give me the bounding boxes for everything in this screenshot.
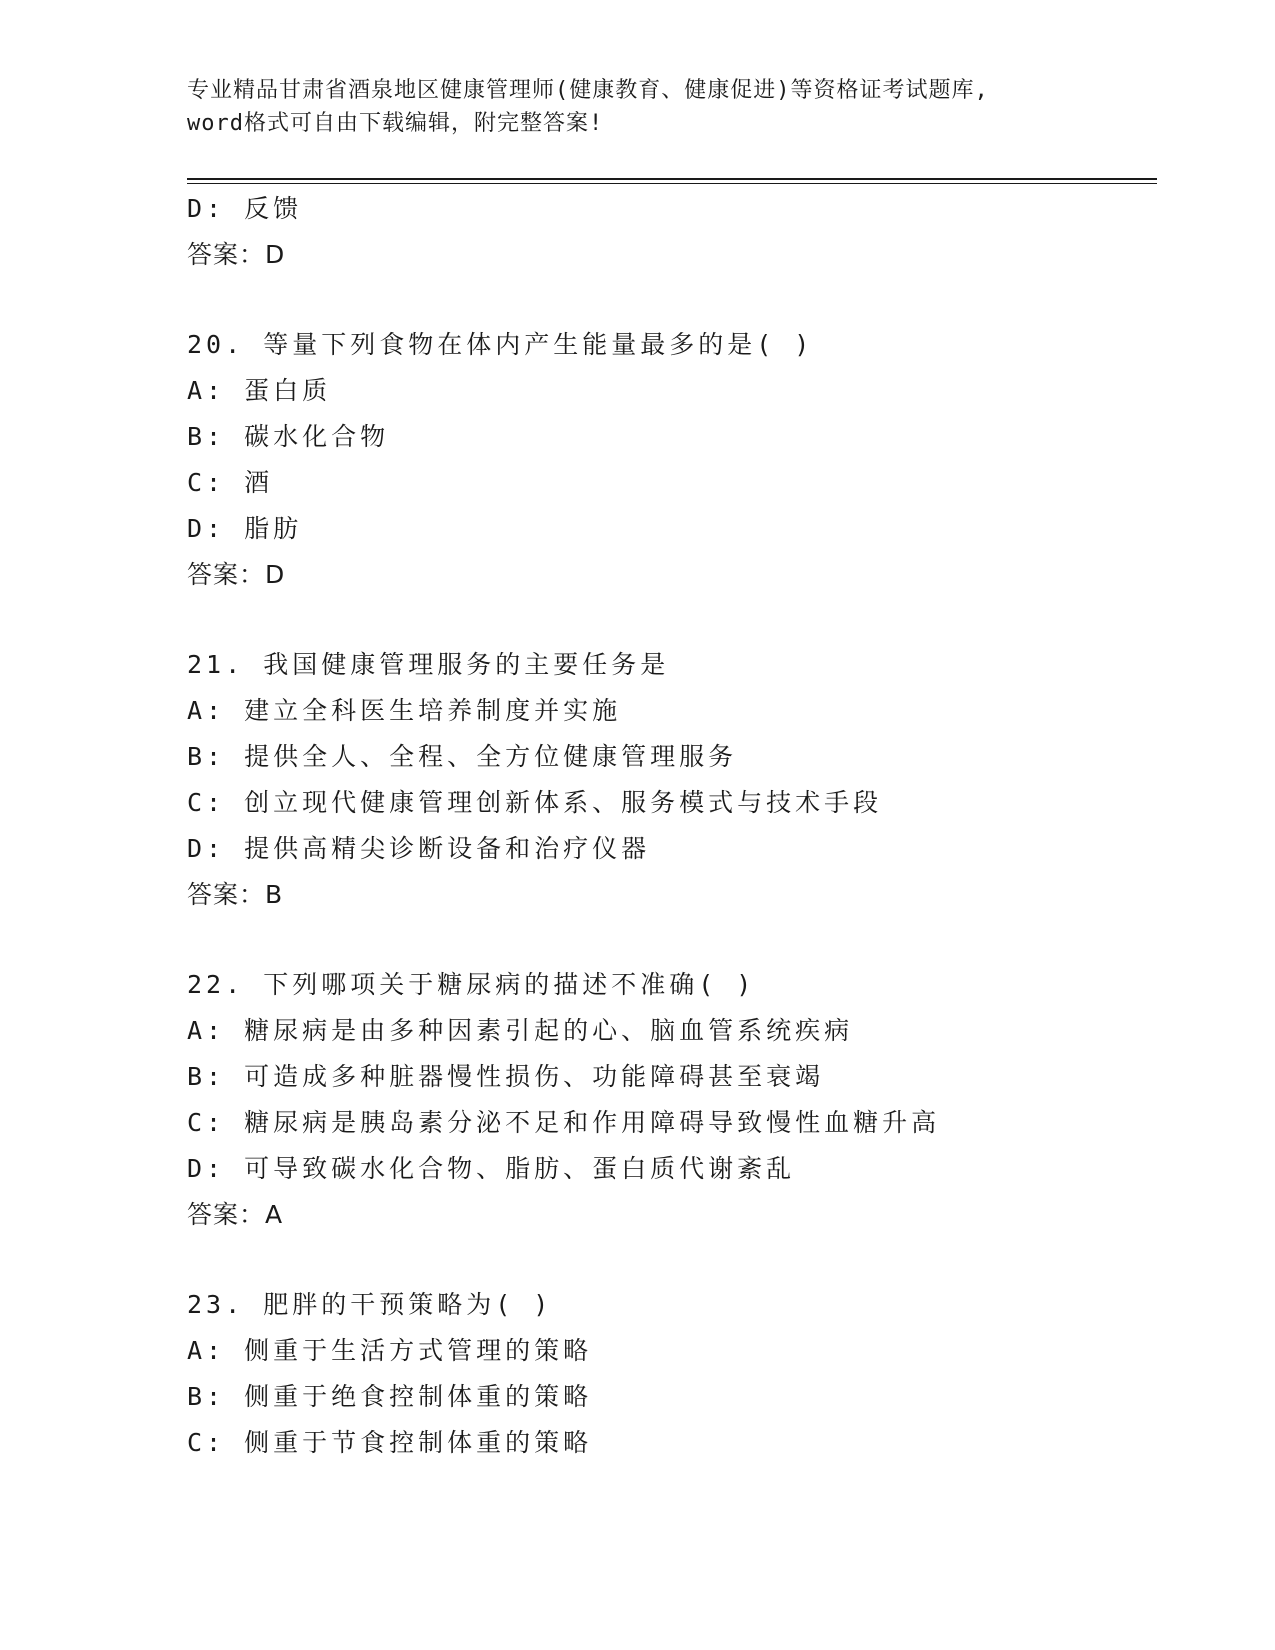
option-c: C: 酒 xyxy=(187,468,274,497)
option-b: B: 碳水化合物 xyxy=(187,422,390,451)
prev-answer: 答案：D xyxy=(187,240,286,269)
option-d: D: 提供高精尖诊断设备和治疗仪器 xyxy=(187,834,651,863)
spacer xyxy=(187,918,1187,962)
header-rule-thin xyxy=(187,183,1157,184)
question-stem: 21. 我国健康管理服务的主要任务是 xyxy=(187,650,670,679)
spacer xyxy=(187,278,1187,322)
option-b: B: 提供全人、全程、全方位健康管理服务 xyxy=(187,742,738,771)
question-21 xyxy=(187,642,1187,918)
question-stem: 23. 肥胖的干预策略为( ) xyxy=(187,1290,553,1319)
question-stem: 20. 等量下列食物在体内产生能量最多的是( ) xyxy=(187,330,814,359)
page-header xyxy=(187,74,1147,140)
spacer xyxy=(187,598,1187,642)
question-stem: 22. 下列哪项关于糖尿病的描述不准确( ) xyxy=(187,970,756,999)
question-list xyxy=(187,186,1187,1466)
option-a: A: 侧重于生活方式管理的策略 xyxy=(187,1336,593,1365)
header-title-line-2: word格式可自由下载编辑，附完整答案! xyxy=(187,111,604,136)
option-c: C: 糖尿病是胰岛素分泌不足和作用障碍导致慢性血糖升高 xyxy=(187,1108,941,1137)
spacer xyxy=(187,1238,1187,1282)
option-c: C: 创立现代健康管理创新体系、服务模式与技术手段 xyxy=(187,788,883,817)
option-a: A: 糖尿病是由多种因素引起的心、脑血管系统疾病 xyxy=(187,1016,854,1045)
option-d: D: 脂肪 xyxy=(187,514,303,543)
header-rule-thick xyxy=(187,178,1157,180)
answer: 答案：A xyxy=(187,1200,284,1229)
question-23 xyxy=(187,1282,1187,1466)
option-a: A: 建立全科医生培养制度并实施 xyxy=(187,696,622,725)
header-title-line-1: 专业精品甘肃省酒泉地区健康管理师(健康教育、健康促进)等资格证考试题库, xyxy=(187,78,989,103)
answer: 答案：D xyxy=(187,560,286,589)
option-a: A: 蛋白质 xyxy=(187,376,332,405)
question-20 xyxy=(187,322,1187,598)
answer: 答案：B xyxy=(187,880,284,909)
option-c: C: 侧重于节食控制体重的策略 xyxy=(187,1428,593,1457)
question-22 xyxy=(187,962,1187,1238)
option-b: B: 侧重于绝食控制体重的策略 xyxy=(187,1382,593,1411)
prev-option-d: D: 反馈 xyxy=(187,194,303,223)
option-b: B: 可造成多种脏器慢性损伤、功能障碍甚至衰竭 xyxy=(187,1062,825,1091)
option-d: D: 可导致碳水化合物、脂肪、蛋白质代谢紊乱 xyxy=(187,1154,796,1183)
